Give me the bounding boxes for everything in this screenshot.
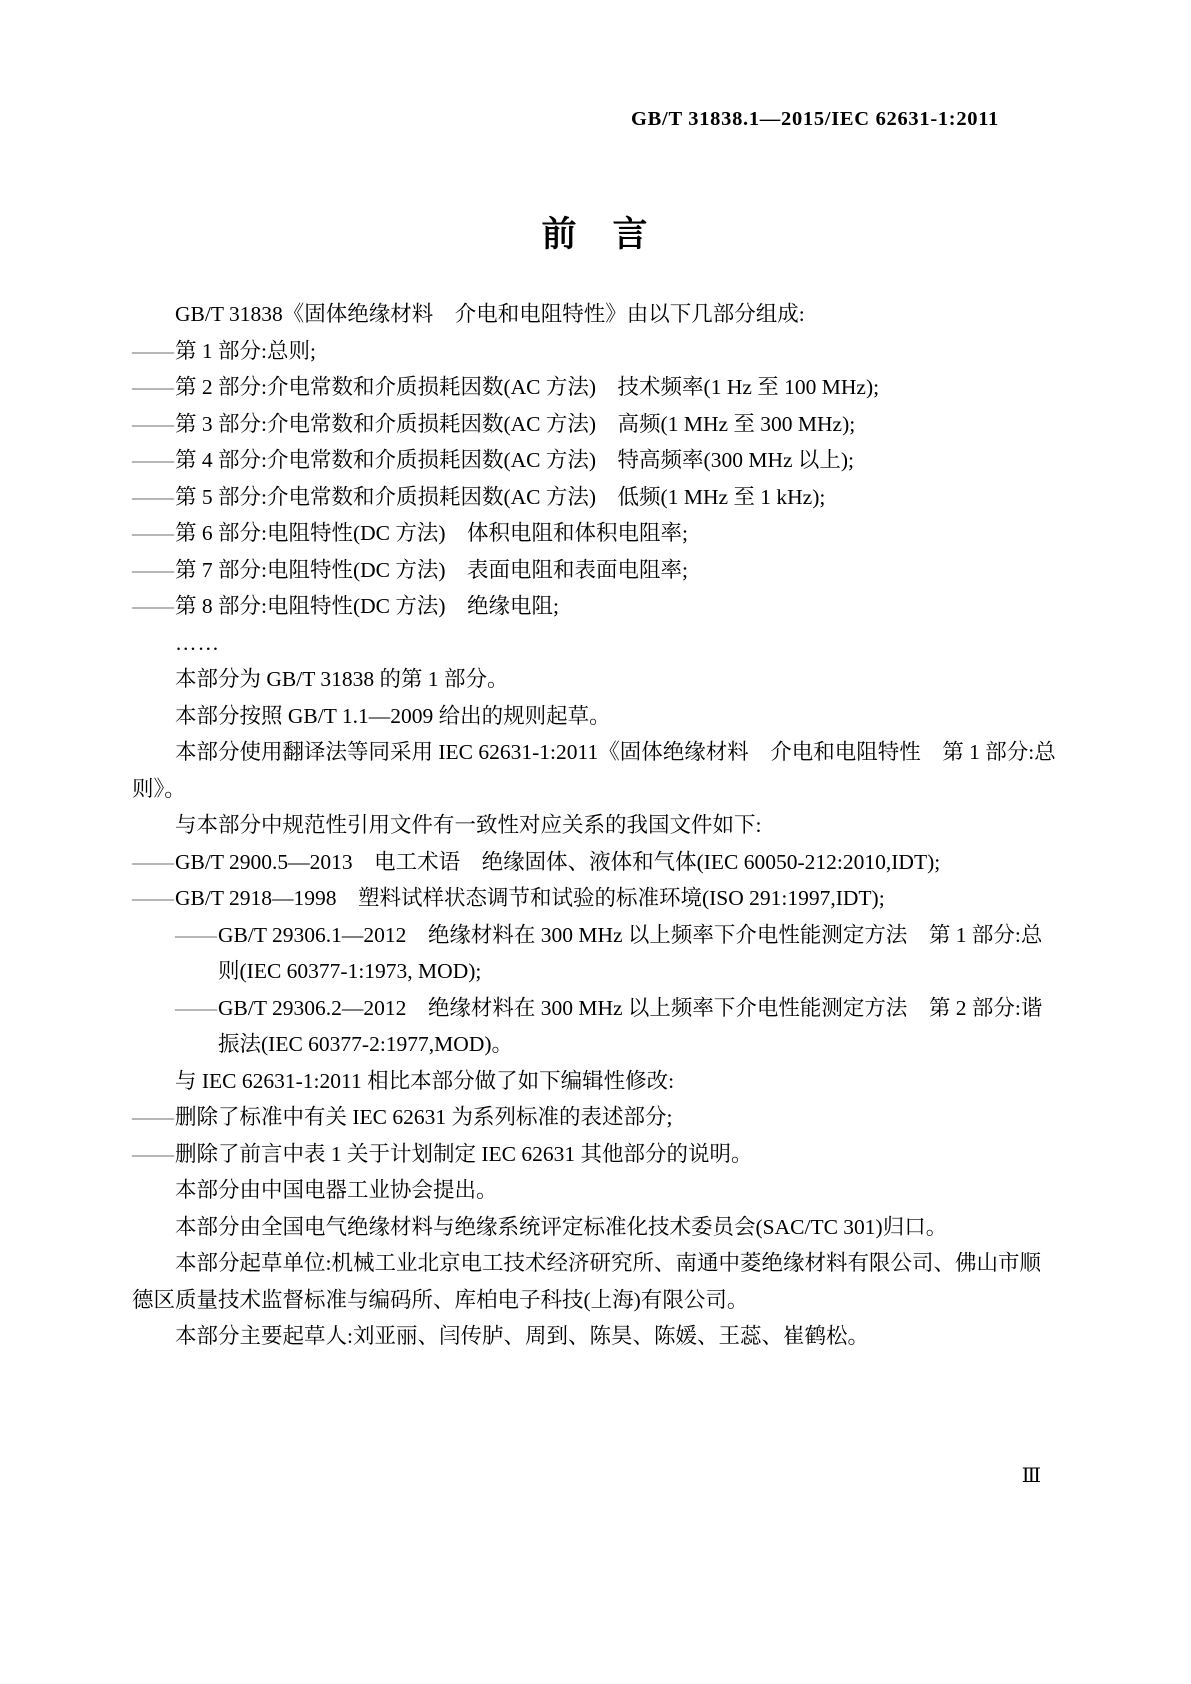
list-item [132,515,1062,552]
em-dash-marker: —— [132,886,173,910]
reference-item [132,880,1062,917]
page-number: Ⅲ [1021,1465,1041,1487]
page-title [0,207,1191,257]
statement-drafting-rule: 本部分按照 GB/T 1.1—2009 给出的规则起草。 [175,703,611,728]
em-dash-marker: —— [132,557,173,582]
statement-part-of: 本部分为 GB/T 31838 的第 1 部分。 [175,667,509,691]
ellipsis-marker: …… [175,630,220,655]
list-item [132,406,1062,443]
running-header: GB/T 31838.1—2015/IEC 62631-1:2011 [631,108,999,130]
closing-drafters: 本部分主要起草人:刘亚丽、闫传胪、周到、陈昊、陈媛、王蕊、崔鹤松。 [175,1324,869,1348]
list-item-text: 第 6 部分:电阻特性(DC 方法) 体积电阻和体积电阻率; [175,521,689,545]
em-dash-marker: —— [132,1105,173,1129]
em-dash-marker: —— [175,995,216,1020]
list-item [132,442,1062,479]
list-item-text: 第 7 部分:电阻特性(DC 方法) 表面电阻和表面电阻率; [175,557,689,582]
reference-item-text: GB/T 29306.2—2012 绝缘材料在 300 MHz 以上频率下介电性能测定方法 第 2 部分:谐振法(IEC 60377-2:1977,MOD)。 [218,995,1043,1056]
list-item [132,333,1062,370]
edit-item [132,1099,1062,1136]
em-dash-marker: —— [132,521,173,545]
reference-item [132,917,1062,990]
reference-item [132,844,1062,881]
list-item-text: 第 4 部分:介电常数和介质损耗因数(AC 方法) 特高频率(300 MHz 以上); [175,448,855,472]
list-item [132,588,1062,625]
intro-lead: GB/T 31838《固体绝缘材料 介电和电阻特性》由以下几部分组成: [175,302,805,326]
list-item-text: 第 8 部分:电阻特性(DC 方法) 绝缘电阻; [175,594,560,618]
list-item [132,552,1062,589]
edit-item-text: 删除了前言中表 1 关于计划制定 IEC 62631 其他部分的说明。 [175,1141,753,1166]
em-dash-marker: —— [175,922,216,947]
em-dash-marker: —— [132,849,173,874]
closing-drafting-orgs: 本部分起草单位:机械工业北京电工技术经济研究所、南通中菱绝缘材料有限公司、佛山市顺德区质量技术监督标准与编码所、库柏电子科技(上海)有限公司。 [132,1251,1041,1312]
list-item-text: 第 5 部分:介电常数和介质损耗因数(AC 方法) 低频(1 MHz 至 1 kHz); [175,484,826,509]
reference-item-text: GB/T 2918—1998 塑料试样状态调节和试验的标准环境(ISO 291:1997,IDT); [175,886,885,910]
em-dash-marker: —— [132,411,173,436]
edit-item [132,1136,1062,1173]
list-item [132,479,1062,516]
em-dash-marker: —— [132,1141,173,1166]
reference-item-text: GB/T 2900.5—2013 电工术语 绝缘固体、液体和气体(IEC 60050-212:2010,IDT); [175,849,941,874]
em-dash-marker: —— [132,484,173,509]
reference-item [132,990,1062,1063]
edit-item-text: 删除了标准中有关 IEC 62631 为系列标准的表述部分; [175,1105,673,1129]
em-dash-marker: —— [132,448,173,472]
reference-item-text: GB/T 29306.1—2012 绝缘材料在 300 MHz 以上频率下介电性能测定方法 第 1 部分:总则(IEC 60377-1:1973, MOD); [218,922,1043,983]
list-item-text: 第 1 部分:总则; [175,338,316,363]
em-dash-marker: —— [132,594,173,618]
edits-lead: 与 IEC 62631-1:2011 相比本部分做了如下编辑性修改: [175,1068,675,1093]
list-item-text: 第 2 部分:介电常数和介质损耗因数(AC 方法) 技术频率(1 Hz 至 100 MHz); [175,375,880,399]
page-title-char-1: 前 [541,215,579,255]
statement-references-lead: 与本部分中规范性引用文件有一致性对应关系的我国文件如下: [175,813,762,837]
closing-proposed-by: 本部分由中国电器工业协会提出。 [175,1178,498,1202]
em-dash-marker: —— [132,338,173,363]
list-item [132,369,1062,406]
list-item-text: 第 3 部分:介电常数和介质损耗因数(AC 方法) 高频(1 MHz 至 300 MHz); [175,411,856,436]
closing-administered-by: 本部分由全国电气绝缘材料与绝缘系统评定标准化技术委员会(SAC/TC 301)归口。 [175,1214,948,1239]
document-body [132,296,1062,1355]
em-dash-marker: —— [132,375,173,399]
statement-translation: 本部分使用翻译法等同采用 IEC 62631-1:2011《固体绝缘材料 介电和电阻特性 第 1 部分:总则》。 [132,740,1056,801]
page-title-char-2: 言 [612,215,650,255]
